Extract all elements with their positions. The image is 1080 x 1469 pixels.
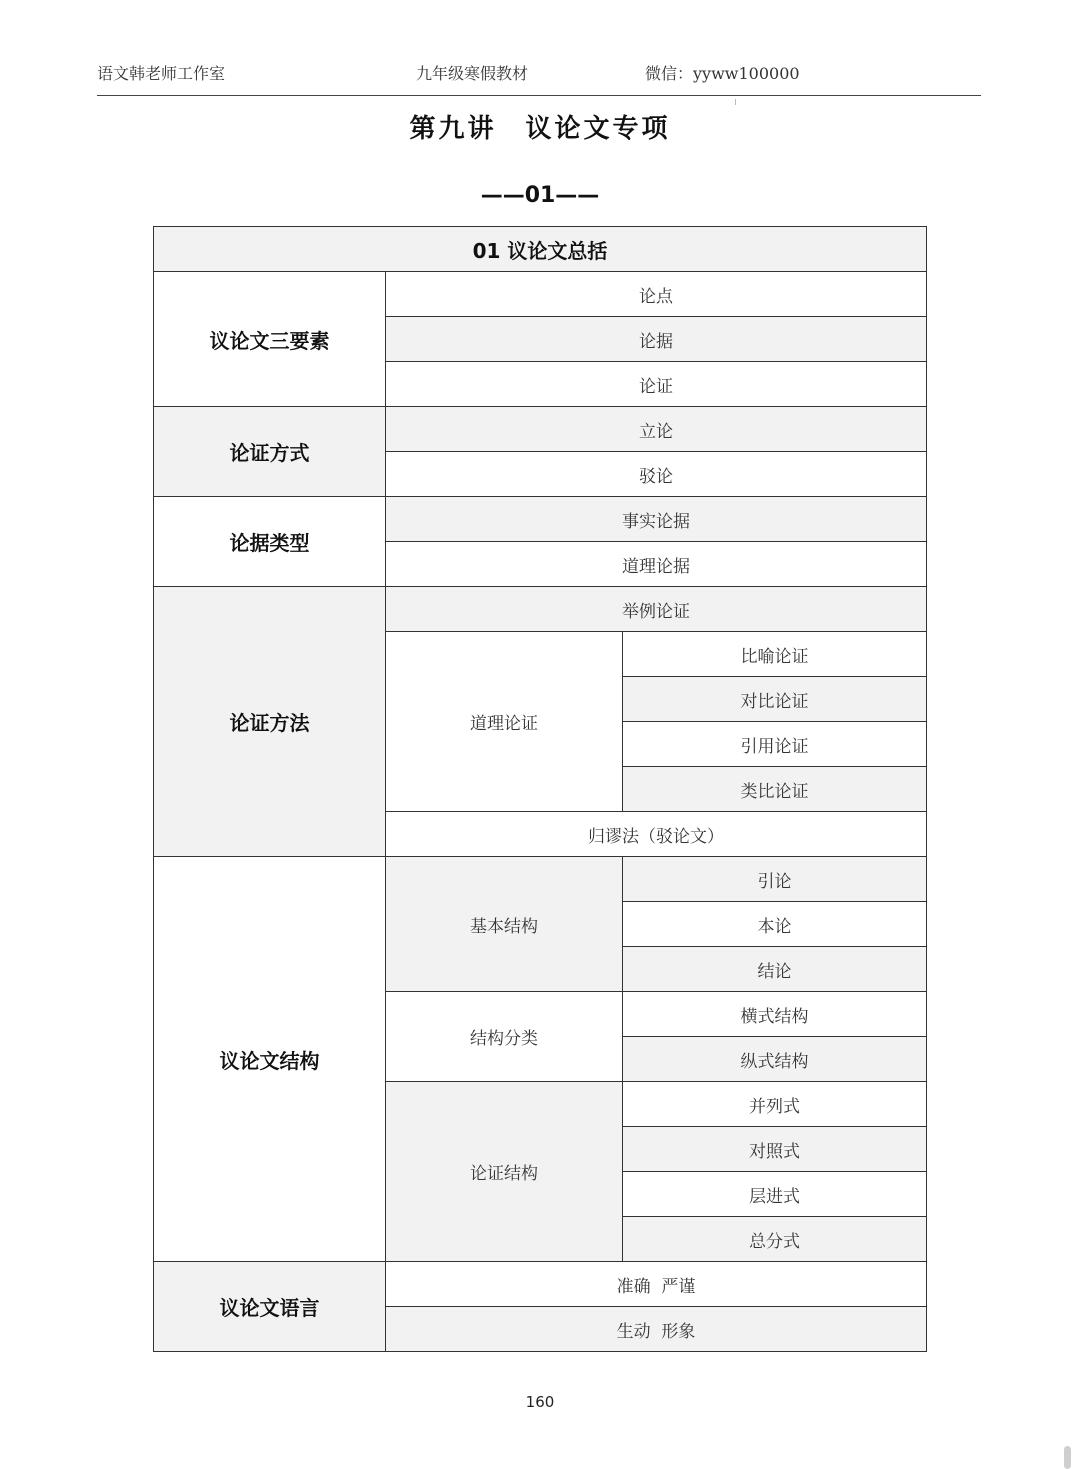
subcategory-basic: 基本结构: [386, 857, 623, 992]
category-evidence-types: 论据类型: [154, 497, 386, 587]
table-cell: 立论: [386, 407, 927, 452]
table-cell: 论据: [386, 317, 927, 362]
table-cell: 归谬法（驳论文）: [386, 812, 927, 857]
header-divider: [97, 95, 981, 96]
table-cell: 本论: [623, 902, 927, 947]
subcategory-argument-structure: 论证结构: [386, 1082, 623, 1262]
table-cell: 对比论证: [623, 677, 927, 722]
table-row: [154, 272, 927, 317]
table-cell: 纵式结构: [623, 1037, 927, 1082]
table-row: [154, 587, 927, 632]
table-cell: 比喻论证: [623, 632, 927, 677]
subcategory-reasoning: 道理论证: [386, 632, 623, 812]
scrollbar-thumb[interactable]: [1064, 1446, 1071, 1469]
table-cell: 总分式: [623, 1217, 927, 1262]
table-cell: 结论: [623, 947, 927, 992]
table-cell: 引用论证: [623, 722, 927, 767]
category-argument-mode: 论证方式: [154, 407, 386, 497]
table-cell: 横式结构: [623, 992, 927, 1037]
table-row: [154, 1262, 927, 1307]
table-cell: 类比论证: [623, 767, 927, 812]
page-number: 160: [525, 1393, 555, 1411]
table-cell: 准确 严谨: [386, 1262, 927, 1307]
table-row: [154, 497, 927, 542]
header-center: 九年级寒假教材: [416, 64, 529, 83]
table-cell: 生动 形象: [386, 1307, 927, 1352]
category-structure: 议论文结构: [154, 857, 386, 1262]
table-cell: 并列式: [623, 1082, 927, 1127]
table-cell: 驳论: [386, 452, 927, 497]
table-row: [154, 227, 927, 272]
table-cell: 层进式: [623, 1172, 927, 1217]
summary-table: [153, 226, 927, 1352]
table-cell: 举例论证: [386, 587, 927, 632]
table-cell: 论点: [386, 272, 927, 317]
table-cell: 引论: [623, 857, 927, 902]
section-number: ——01——: [480, 183, 600, 208]
table-cell: 论证: [386, 362, 927, 407]
category-argument-methods: 论证方法: [154, 587, 386, 857]
category-language: 议论文语言: [154, 1262, 386, 1352]
table-cell: 事实论据: [386, 497, 927, 542]
header-left: 语文韩老师工作室: [97, 64, 226, 83]
category-elements: 议论文三要素: [154, 272, 386, 407]
table-cell: 对照式: [623, 1127, 927, 1172]
table-row: [154, 407, 927, 452]
header-right: 微信：yyww100000: [645, 64, 800, 83]
page-title: 第九讲 议论文专项: [409, 114, 671, 144]
table-row: [154, 857, 927, 902]
header-tick: [735, 99, 736, 105]
subcategory-classification: 结构分类: [386, 992, 623, 1082]
table-cell: 道理论据: [386, 542, 927, 587]
table-heading: 01 议论文总括: [154, 227, 927, 272]
